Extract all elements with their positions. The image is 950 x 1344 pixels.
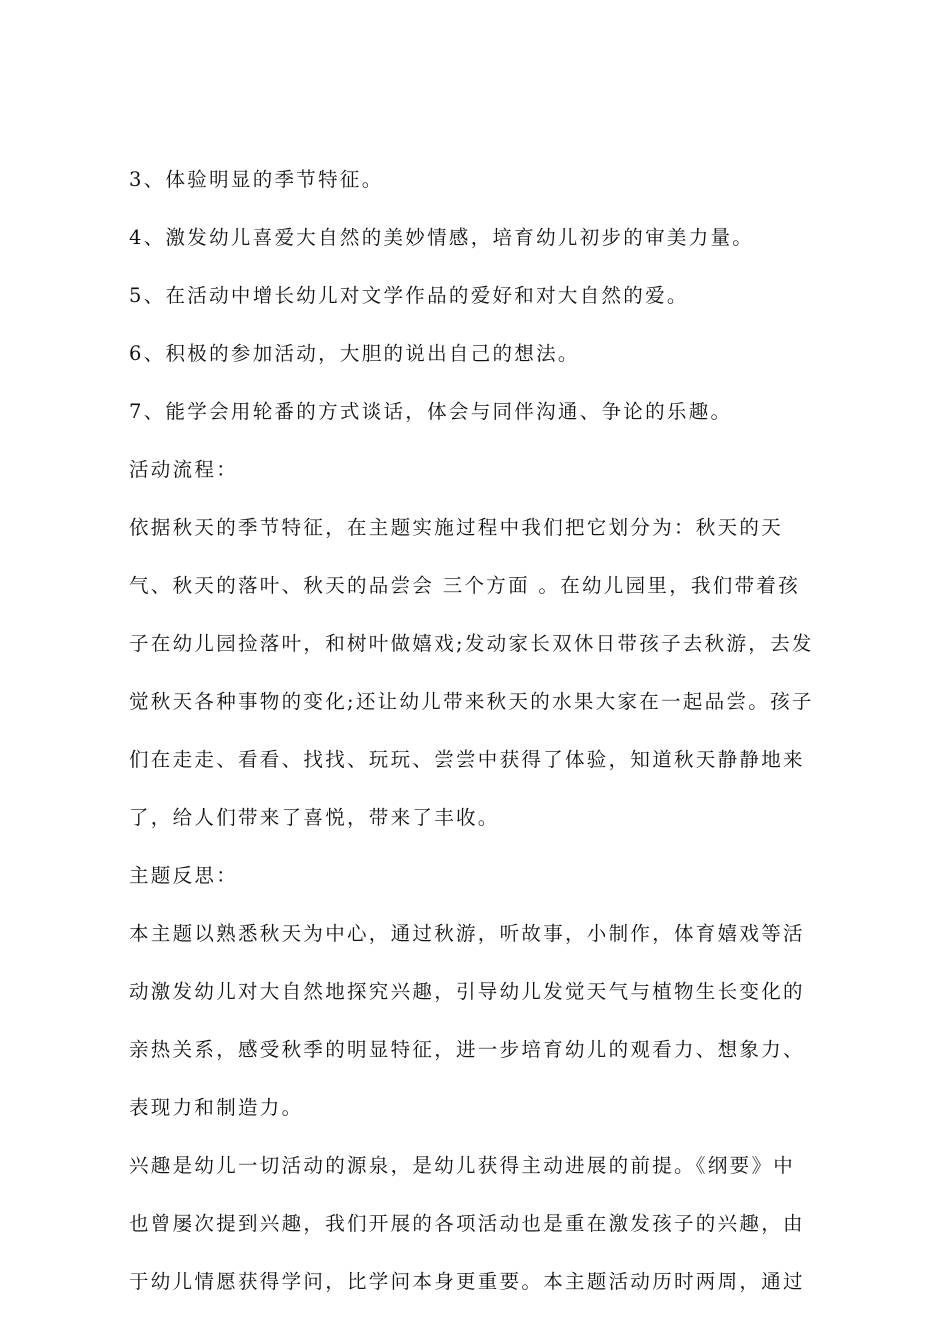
paragraph-line: 亲热关系，感受秋季的明显特征，进一步培育幼儿的观看力、想象力、 <box>129 1038 805 1061</box>
goal-item-6: 6、积极的参加活动，大胆的说出自己的想法。 <box>129 342 580 365</box>
document-body <box>129 160 835 1320</box>
paragraph-line: 表现力和制造力。 <box>129 1096 304 1119</box>
paragraph-line: 了，给人们带来了喜悦，带来了丰收。 <box>129 806 500 829</box>
goal-item-3: 3、体验明显的季节特征。 <box>129 168 384 191</box>
paragraph-line: 们在走走、看看、找找、玩玩、尝尝中获得了体验，知道秋天静静地来 <box>129 748 805 771</box>
reflection-paragraph-1 <box>129 914 835 1127</box>
paragraph-line: 子在幼儿园捡落叶，和树叶做嬉戏;发动家长双休日带孩子去秋游，去发 <box>129 632 814 655</box>
paragraph-line: 气、秋天的落叶、秋天的品尝会 三个方面 。在幼儿园里，我们带着孩 <box>129 574 800 597</box>
paragraph-line: 觉秋天各种事物的变化;还让幼儿带来秋天的水果大家在一起品尝。孩子 <box>129 690 814 713</box>
paragraph-line: 兴趣是幼儿一切活动的源泉，是幼儿获得主动进展的前提。《纲要》中 <box>129 1154 796 1177</box>
reflection-paragraph-2 <box>129 1146 835 1301</box>
activity-flow-paragraph <box>129 508 835 837</box>
goal-item-4: 4、激发幼儿喜爱大自然的美妙情感，培育幼儿初步的审美力量。 <box>129 226 755 249</box>
paragraph-line: 本主题以熟悉秋天为中心，通过秋游，听故事，小制作，体育嬉戏等活 <box>129 922 805 945</box>
paragraph-line: 依据秋天的季节特征，在主题实施过程中我们把它划分为：秋天的天 <box>129 516 784 539</box>
section-heading-activity-flow: 活动流程： <box>129 458 239 481</box>
goal-item-5: 5、在活动中增长幼儿对文学作品的爱好和对大自然的爱。 <box>129 284 689 307</box>
section-heading-reflection: 主题反思： <box>129 864 239 887</box>
goal-item-7: 7、能学会用轮番的方式谈话，体会与同伴沟通、争论的乐趣。 <box>129 400 733 423</box>
paragraph-line: 于幼儿情愿获得学问，比学问本身更重要。本主题活动历时两周，通过 <box>129 1270 805 1293</box>
paragraph-line: 也曾屡次提到兴趣，我们开展的各项活动也是重在激发孩子的兴趣，由 <box>129 1212 805 1235</box>
paragraph-line: 动激发幼儿对大自然地探究兴趣，引导幼儿发觉天气与植物生长变化的 <box>129 980 805 1003</box>
